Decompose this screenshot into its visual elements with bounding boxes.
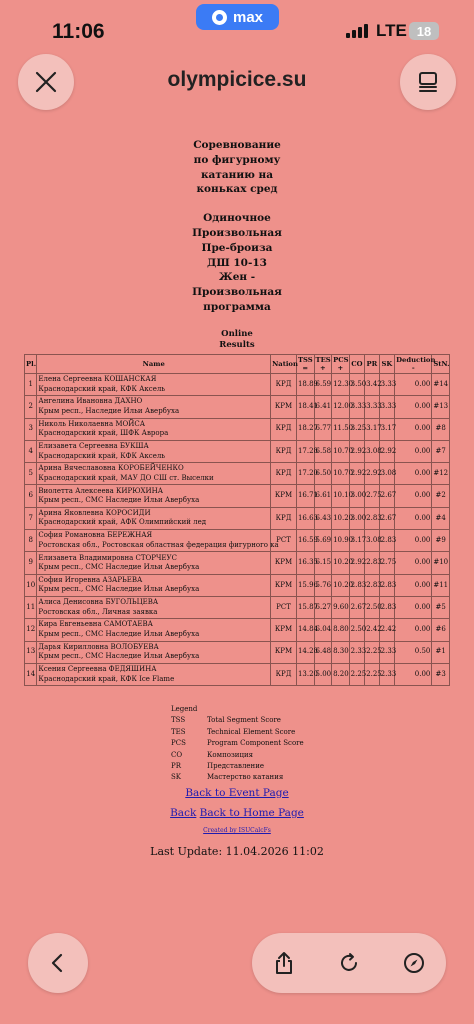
legend-item <box>171 727 304 738</box>
athlete-club: Крым респ., СМС Наследие Ильи Авербуха <box>38 652 200 661</box>
results-heading <box>0 329 474 351</box>
legend-value: Композиция <box>207 750 254 759</box>
sk-cell: 3.33 <box>379 374 395 396</box>
legend-key: TES <box>171 727 186 736</box>
table-row <box>25 396 450 418</box>
battery-level: 18 <box>416 23 432 39</box>
athlete-cell <box>37 619 271 641</box>
pcs-cell: 10.70 <box>332 440 350 462</box>
pr-cell: 2.42 <box>365 619 379 641</box>
deduction-cell: 0.00 <box>395 596 432 618</box>
share-button[interactable] <box>272 950 296 976</box>
tss-cell: 13.20 <box>296 663 314 685</box>
pr-cell: 2.50 <box>365 596 379 618</box>
deduction-cell: 0.00 <box>395 552 432 574</box>
table-row <box>25 663 450 685</box>
place-cell: 4 <box>25 440 37 462</box>
athlete-name: Алиса Денисовна БУГОЛЬЦЕВА <box>38 598 159 607</box>
tes-cell: 6.48 <box>314 641 332 663</box>
back-to-event-link[interactable]: Back to Event Page <box>185 787 289 799</box>
sk-cell: 2.83 <box>379 574 395 596</box>
start-number-cell: #1 <box>432 641 450 663</box>
sk-cell: 2.67 <box>379 485 395 507</box>
place-cell: 2 <box>25 396 37 418</box>
sk-cell: 2.83 <box>379 530 395 552</box>
tss-cell: 16.63 <box>296 507 314 529</box>
tss-cell: 14.28 <box>296 641 314 663</box>
pr-cell: 3.17 <box>365 418 379 440</box>
athlete-cell <box>37 374 271 396</box>
pcs-cell: 12.30 <box>332 374 350 396</box>
co-cell: 3.00 <box>349 507 365 529</box>
place-cell: 9 <box>25 552 37 574</box>
legend-value: Technical Element Score <box>207 727 296 736</box>
results-table <box>24 354 450 686</box>
sk-cell: 2.92 <box>379 440 395 462</box>
nation-cell: КРД <box>271 507 297 529</box>
place-cell: 3 <box>25 418 37 440</box>
start-number-cell: #5 <box>432 596 450 618</box>
legend-item <box>171 761 304 772</box>
col-header: PCS + <box>333 356 349 372</box>
place-cell: 5 <box>25 463 37 485</box>
legend-key: PCS <box>171 739 186 748</box>
place-cell: 10 <box>25 574 37 596</box>
col-header: Nation <box>271 355 297 374</box>
start-number-cell: #13 <box>432 396 450 418</box>
col-header: TSS = <box>297 356 313 372</box>
pr-cell: 3.42 <box>365 374 379 396</box>
nation-cell: КРД <box>271 440 297 462</box>
deduction-cell: 0.50 <box>395 641 432 663</box>
col-header: SK <box>379 355 395 374</box>
reload-icon <box>337 951 361 975</box>
pcs-cell: 8.30 <box>332 641 350 663</box>
athlete-cell <box>37 530 279 552</box>
athlete-name: Елизавета Владимировна СТОРЧЕУС <box>38 553 177 562</box>
page-content <box>0 138 474 351</box>
co-cell: 2.33 <box>349 641 365 663</box>
deduction-cell: 0.00 <box>395 418 432 440</box>
co-cell: 3.25 <box>349 418 365 440</box>
athlete-name: Ксения Сергеевна ФЕДЯШИНА <box>38 665 157 673</box>
tss-cell: 16.59 <box>296 530 314 552</box>
athlete-cell <box>37 440 271 462</box>
pr-cell: 2.25 <box>365 641 379 663</box>
place-cell: 8 <box>25 530 37 552</box>
start-number-cell: #2 <box>432 485 450 507</box>
place-cell: 12 <box>25 619 37 641</box>
athlete-club: Краснодарский край, ШФК Аврора <box>38 429 169 438</box>
col-header: Deduction - <box>396 356 436 372</box>
deduction-cell: 0.00 <box>395 485 432 507</box>
segment-line: ДШ 10-13 <box>207 256 267 269</box>
legend <box>171 704 304 784</box>
tes-cell: 6.58 <box>314 440 332 462</box>
athlete-club: Крым респ., СМС Наследие Ильи Авербуха <box>38 563 200 572</box>
tes-cell: 6.15 <box>314 552 332 574</box>
start-number-cell: #14 <box>432 374 450 396</box>
tes-cell: 6.50 <box>314 463 332 485</box>
pr-cell: 2.83 <box>365 507 379 529</box>
athlete-club: Ростовская обл., Ростовская областная федерация фигурного ка <box>38 540 279 549</box>
deduction-cell: 0.00 <box>395 396 432 418</box>
athlete-cell <box>37 463 271 485</box>
start-number-cell: #6 <box>432 619 450 641</box>
battery-icon <box>409 22 439 40</box>
co-cell: 2.92 <box>349 463 365 485</box>
tss-cell: 14.84 <box>296 619 314 641</box>
last-update: Last Update: 11.04.2026 11:02 <box>150 845 324 858</box>
segment-line: Произвольная <box>192 286 282 299</box>
tss-cell: 15.96 <box>296 574 314 596</box>
sk-cell: 2.75 <box>379 552 395 574</box>
signal-icon <box>346 24 368 38</box>
nation-cell: КРД <box>271 418 297 440</box>
reader-icon <box>416 70 440 94</box>
tss-cell: 16.71 <box>296 485 314 507</box>
nation-cell: КРД <box>271 463 297 485</box>
deduction-cell: 0.00 <box>395 463 432 485</box>
table-row <box>25 552 450 574</box>
legend-value: Представление <box>207 762 265 771</box>
pcs-cell: 10.10 <box>332 485 350 507</box>
athlete-name: Виолетта Алексеева КИРЮХИНА <box>38 486 164 495</box>
legend-value: Program Component Score <box>207 739 304 748</box>
tes-cell: 5.00 <box>314 663 332 685</box>
pr-cell: 3.08 <box>365 530 379 552</box>
back-link[interactable]: Back <box>170 807 197 819</box>
start-number-cell: #7 <box>432 440 450 462</box>
nation-cell: КРМ <box>271 641 297 663</box>
athlete-name: Елизавета Сергеевна БУКША <box>38 442 149 451</box>
tss-cell: 16.35 <box>296 552 314 574</box>
athlete-club: Крым респ., Наследие Ильи Авербуха <box>38 406 180 415</box>
co-cell: 3.33 <box>349 396 365 418</box>
pcs-cell: 8.80 <box>332 619 350 641</box>
title-line: по фигурному <box>193 153 281 166</box>
athlete-cell <box>37 641 271 663</box>
table-row <box>25 641 450 663</box>
reload-button[interactable] <box>337 951 361 975</box>
pcs-cell: 12.00 <box>332 396 350 418</box>
legend-value: Total Segment Score <box>207 716 281 725</box>
back-nav-button[interactable] <box>28 933 88 993</box>
athlete-cell <box>37 552 271 574</box>
compass-icon <box>402 951 426 975</box>
sk-cell: 2.33 <box>379 641 395 663</box>
deduction-cell: 0.00 <box>395 574 432 596</box>
legend-item <box>171 715 304 726</box>
pr-cell: 2.83 <box>365 574 379 596</box>
table-row <box>25 596 450 618</box>
nation-cell: КРД <box>271 374 297 396</box>
compass-button[interactable] <box>402 951 426 975</box>
pr-cell: 2.92 <box>365 463 379 485</box>
pcs-cell: 10.20 <box>332 552 350 574</box>
status-bar <box>0 0 474 60</box>
pr-cell: 3.08 <box>365 440 379 462</box>
tes-cell: 6.43 <box>314 507 332 529</box>
tss-cell: 18.27 <box>296 418 314 440</box>
tss-cell: 18.41 <box>296 396 314 418</box>
sk-cell: 3.17 <box>379 418 395 440</box>
table-row <box>25 619 450 641</box>
sk-cell: 2.42 <box>379 619 395 641</box>
athlete-cell <box>37 574 271 596</box>
col-header: Name <box>37 355 271 374</box>
pcs-cell: 10.70 <box>332 463 350 485</box>
legend-value: Мастерство катания <box>207 773 284 782</box>
athlete-club: Краснодарский край, КФК Аксель <box>38 384 166 393</box>
deduction-cell: 0.00 <box>395 530 432 552</box>
tes-cell: 6.27 <box>314 596 332 618</box>
nation-cell: КРМ <box>271 396 297 418</box>
col-header: Pl. <box>25 355 37 374</box>
place-cell: 14 <box>25 663 37 685</box>
competition-title <box>0 138 474 197</box>
tss-cell: 18.89 <box>296 374 314 396</box>
title-line: коньках сред <box>196 183 278 196</box>
co-cell: 2.92 <box>349 552 365 574</box>
nation-cell: КРМ <box>271 485 297 507</box>
segment-line: Жен - <box>218 271 256 284</box>
nation-cell: КРМ <box>271 552 297 574</box>
athlete-name: София Романовна БЕРЕЖНАЯ <box>38 531 153 540</box>
nation-cell: РСТ <box>271 530 297 552</box>
max-app-pill[interactable] <box>196 4 279 30</box>
pcs-cell: 8.20 <box>332 663 350 685</box>
athlete-cell <box>37 396 271 418</box>
table-row <box>25 463 450 485</box>
nation-cell: КРМ <box>271 574 297 596</box>
table-row <box>25 574 450 596</box>
table-header-row <box>25 355 450 374</box>
athlete-cell <box>37 507 271 529</box>
deduction-cell: 0.00 <box>395 374 432 396</box>
athlete-name: Николь Николаевна МОЙСА <box>38 419 146 428</box>
legend-key: CO <box>171 750 183 759</box>
deduction-cell: 0.00 <box>395 440 432 462</box>
co-cell: 2.67 <box>349 596 365 618</box>
nation-cell: РСТ <box>271 596 297 618</box>
athlete-cell <box>37 596 271 618</box>
legend-item <box>171 738 304 749</box>
place-cell: 6 <box>25 485 37 507</box>
athlete-club: Краснодарский край, АФК Олимпийский лед <box>38 518 207 527</box>
athlete-name: Ангелина Ивановна ДАХНО <box>38 397 143 406</box>
pcs-cell: 10.20 <box>332 507 350 529</box>
segment-title <box>0 211 474 315</box>
athlete-club: Крым респ., СМС Наследие Ильи Авербуха <box>38 585 200 594</box>
athlete-name: Арина Яковлевна КОРОСИДИ <box>38 508 151 517</box>
legend-key: TSS <box>171 716 186 725</box>
place-cell: 7 <box>25 507 37 529</box>
tes-cell: 6.61 <box>314 485 332 507</box>
tss-cell: 17.28 <box>296 440 314 462</box>
reader-mode-button[interactable] <box>400 54 456 110</box>
athlete-club: Крым респ., СМС Наследие Ильи Авербуха <box>38 629 200 638</box>
place-cell: 13 <box>25 641 37 663</box>
pcs-cell: 10.20 <box>332 574 350 596</box>
tss-cell: 17.20 <box>296 463 314 485</box>
pcs-cell: 9.60 <box>332 596 350 618</box>
athlete-club: Ростовская обл., Личная заявка <box>38 607 158 616</box>
start-number-cell: #3 <box>432 663 450 685</box>
legend-item <box>171 750 304 761</box>
place-cell: 11 <box>25 596 37 618</box>
nation-cell: КРД <box>271 663 297 685</box>
athlete-name: София Игоревна АЗАРЬЕВА <box>38 575 143 584</box>
sk-cell: 3.33 <box>379 396 395 418</box>
tss-cell: 15.87 <box>296 596 314 618</box>
athlete-cell <box>37 663 271 685</box>
athlete-club: Краснодарский край, КФК Аксель <box>38 451 166 460</box>
online-label: Online <box>221 328 253 339</box>
sk-cell: 2.33 <box>379 663 395 685</box>
tes-cell: 5.76 <box>314 574 332 596</box>
col-header: StN. <box>432 355 450 374</box>
max-logo-icon <box>212 10 227 25</box>
athlete-cell <box>37 418 271 440</box>
deduction-cell: 0.00 <box>395 663 432 685</box>
url-domain[interactable]: olympicice.su <box>167 68 307 91</box>
co-cell: 2.83 <box>349 574 365 596</box>
athlete-club: Краснодарский край, КФК Ice Flame <box>38 674 175 683</box>
title-line: Соревнование <box>193 139 281 151</box>
co-cell: 3.17 <box>349 530 365 552</box>
co-cell: 2.50 <box>349 619 365 641</box>
start-number-cell: #9 <box>432 530 450 552</box>
legend-key: PR <box>171 762 181 771</box>
athlete-name: Елена Сергеевна КОШАНСКАЯ <box>38 375 157 384</box>
max-app-label: max <box>232 8 264 26</box>
table-row <box>25 374 450 396</box>
nation-cell: КРМ <box>271 619 297 641</box>
tes-cell: 6.41 <box>314 396 332 418</box>
table-row <box>25 440 450 462</box>
network-type: LTE <box>376 21 407 40</box>
col-header: CO <box>349 355 365 374</box>
sk-cell: 3.08 <box>379 463 395 485</box>
segment-line: программа <box>203 300 271 313</box>
pcs-cell: 10.90 <box>332 530 350 552</box>
start-number-cell: #11 <box>432 574 450 596</box>
start-number-cell: #10 <box>432 552 450 574</box>
table-row <box>25 418 450 440</box>
table-row <box>25 530 450 552</box>
athlete-club: Крым респ., СМС Наследие Ильи Авербуха <box>38 496 200 505</box>
pr-cell: 2.75 <box>365 485 379 507</box>
back-to-home-link[interactable]: Back to Home Page <box>199 807 304 819</box>
legend-item <box>171 772 304 783</box>
start-number-cell: #4 <box>432 507 450 529</box>
tes-cell: 6.04 <box>314 619 332 641</box>
segment-line: Произвольная <box>192 226 282 239</box>
co-cell: 2.25 <box>349 663 365 685</box>
pr-cell: 2.83 <box>365 552 379 574</box>
table-row <box>25 485 450 507</box>
chevron-left-icon <box>46 951 70 975</box>
col-header: TES + <box>315 356 331 372</box>
bottom-toolbar <box>252 933 446 993</box>
segment-line: Пре-броиза <box>201 241 273 254</box>
segment-line: Одиночное <box>203 212 271 225</box>
co-cell: 3.00 <box>349 485 365 507</box>
athlete-name: Дарья Кирилловна ВОЛОБУЕВА <box>38 642 159 651</box>
table-row <box>25 507 450 529</box>
share-icon <box>272 950 296 976</box>
co-cell: 2.92 <box>349 440 365 462</box>
pr-cell: 2.25 <box>365 663 379 685</box>
deduction-cell: 0.00 <box>395 619 432 641</box>
athlete-name: Арина Вячеславовна КОРОБЕЙЧЕНКО <box>38 464 184 473</box>
co-cell: 3.50 <box>349 374 365 396</box>
legend-key: SK <box>171 773 182 782</box>
athlete-cell <box>37 485 271 507</box>
deduction-cell: 0.00 <box>395 507 432 529</box>
sk-cell: 2.83 <box>379 596 395 618</box>
col-header: PR <box>365 355 379 374</box>
created-by-link[interactable]: Created by ISUCalcFs <box>203 827 271 834</box>
pr-cell: 3.33 <box>365 396 379 418</box>
results-label: Results <box>219 339 255 350</box>
tes-cell: 5.69 <box>314 530 332 552</box>
status-time: 11:06 <box>52 20 105 43</box>
athlete-name: Кира Евгеньевна САМОТАЕВА <box>38 620 153 629</box>
start-number-cell: #12 <box>432 463 450 485</box>
start-number-cell: #8 <box>432 418 450 440</box>
title-line: катанию на <box>200 168 274 181</box>
tes-cell: 6.77 <box>314 418 332 440</box>
tes-cell: 6.59 <box>314 374 332 396</box>
athlete-club: Краснодарский край, МАУ ДО СШ ст. Выселки <box>38 473 214 482</box>
legend-title: Legend <box>171 705 198 713</box>
pcs-cell: 11.50 <box>332 418 350 440</box>
place-cell: 1 <box>25 374 37 396</box>
sk-cell: 2.67 <box>379 507 395 529</box>
